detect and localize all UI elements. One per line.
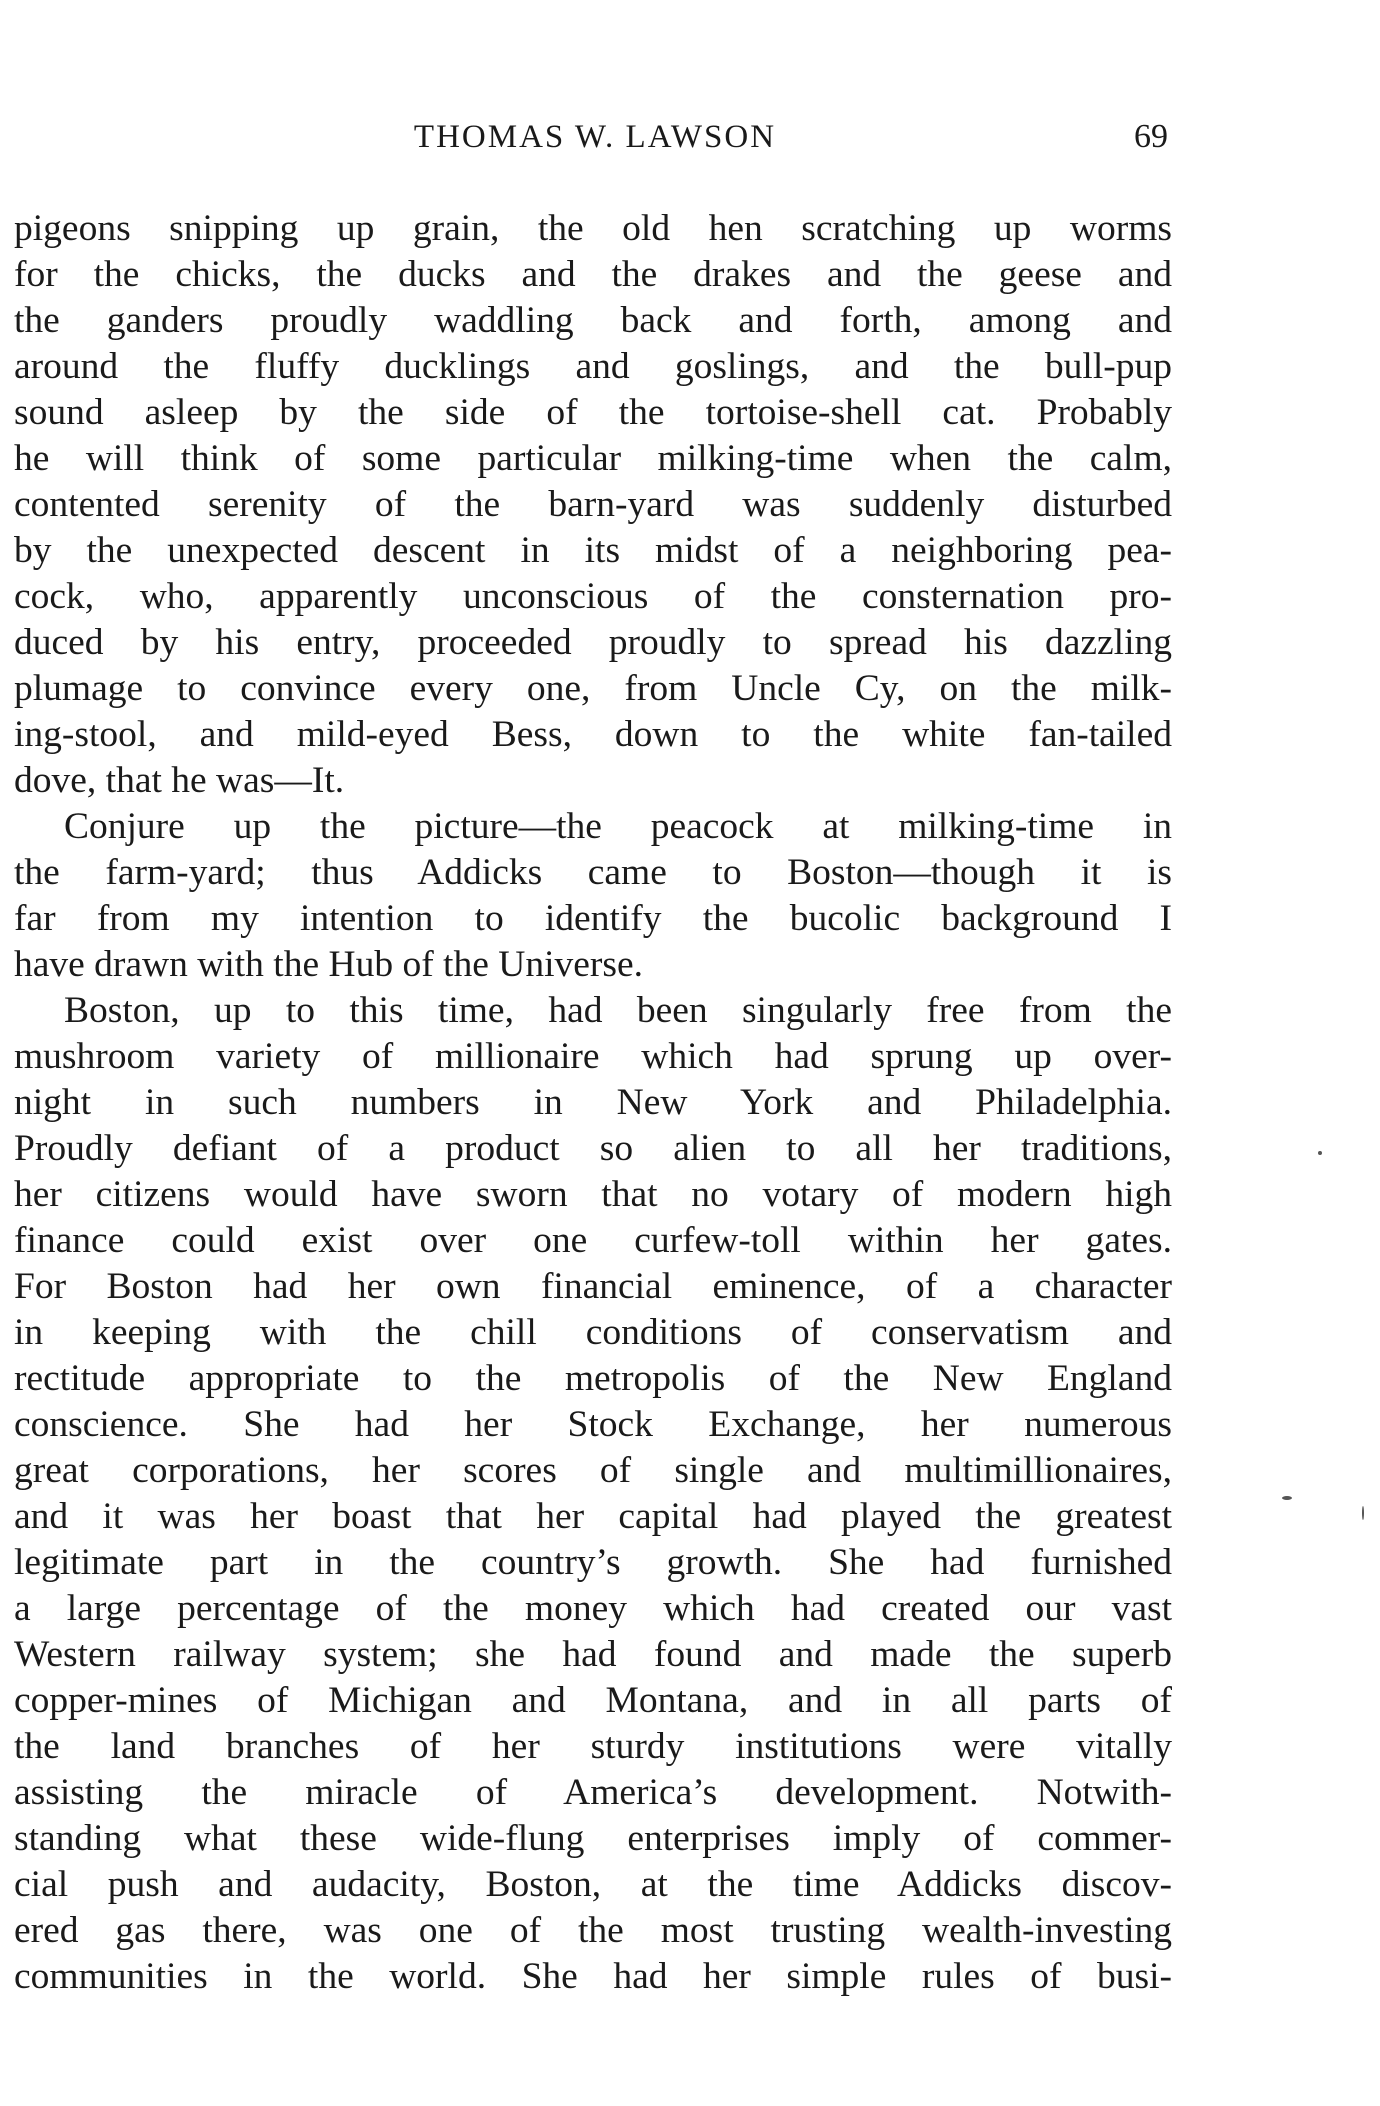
text-line: her citizens would have sworn that no votary of modern high xyxy=(14,1174,1172,1215)
text-line: dove, that he was—It. xyxy=(14,760,345,801)
text-line: in keeping with the chill conditions of conservatism and xyxy=(14,1312,1172,1353)
text-line: he will think of some particular milking-time when the calm, xyxy=(14,438,1172,479)
body-text xyxy=(14,206,1172,2000)
text-line: night in such numbers in New York and Philadelphia. xyxy=(14,1082,1172,1123)
text-line: pigeons snipping up grain, the old hen scratching up worms xyxy=(14,208,1172,249)
text-line: by the unexpected descent in its midst of a neighboring pea- xyxy=(14,530,1172,571)
text-line: Western railway system; she had found and made the superb xyxy=(14,1634,1172,1675)
text-line: contented serenity of the barn-yard was suddenly disturbed xyxy=(14,484,1172,525)
text-line: ered gas there, was one of the most trusting wealth-investing xyxy=(14,1910,1172,1951)
scan-speck xyxy=(1318,1151,1322,1155)
text-line: around the fluffy ducklings and goslings, and the bull-pup xyxy=(14,346,1172,387)
text-line: the ganders proudly waddling back and forth, among and xyxy=(14,300,1172,341)
text-line: plumage to convince every one, from Uncle Cy, on the milk- xyxy=(14,668,1172,709)
text-line: cial push and audacity, Boston, at the time Addicks discov- xyxy=(14,1864,1172,1905)
text-line: duced by his entry, proceeded proudly to spread his dazzling xyxy=(14,622,1172,663)
text-line: communities in the world. She had her simple rules of busi- xyxy=(14,1956,1172,1997)
text-line: For Boston had her own financial eminence, of a character xyxy=(14,1266,1172,1307)
text-line: finance could exist over one curfew-toll within her gates. xyxy=(14,1220,1172,1261)
scan-speck xyxy=(1362,1506,1364,1520)
text-line: standing what these wide-flung enterprises imply of commer- xyxy=(14,1818,1172,1859)
running-title: THOMAS W. LAWSON xyxy=(413,119,777,155)
text-line: assisting the miracle of America’s development. Notwith- xyxy=(14,1772,1172,1813)
text-line: cock, who, apparently unconscious of the consternation pro- xyxy=(14,576,1172,617)
text-line: Conjure up the picture—the peacock at milking-time in xyxy=(64,806,1172,847)
text-line: legitimate part in the country’s growth. She had furnished xyxy=(14,1542,1172,1583)
text-line: copper-mines of Michigan and Montana, and in all parts of xyxy=(14,1680,1172,1721)
text-line: great corporations, her scores of single and multimillionaires, xyxy=(14,1450,1172,1491)
text-line: Proudly defiant of a product so alien to all her traditions, xyxy=(14,1128,1172,1169)
text-line: the farm-yard; thus Addicks came to Boston—though it is xyxy=(14,852,1172,893)
text-line: have drawn with the Hub of the Universe. xyxy=(14,944,643,985)
text-line: sound asleep by the side of the tortoise-shell cat. Probably xyxy=(14,392,1172,433)
text-line: for the chicks, the ducks and the drakes and the geese and xyxy=(14,254,1172,295)
text-line: conscience. She had her Stock Exchange, her numerous xyxy=(14,1404,1172,1445)
scan-speck xyxy=(1282,1496,1292,1500)
text-line: the land branches of her sturdy institutions were vitally xyxy=(14,1726,1172,1767)
text-line: far from my intention to identify the bucolic background I xyxy=(14,898,1172,939)
text-line: and it was her boast that her capital had played the greatest xyxy=(14,1496,1172,1537)
text-line: mushroom variety of millionaire which had sprung up over- xyxy=(14,1036,1172,1077)
text-line: rectitude appropriate to the metropolis of the New England xyxy=(14,1358,1172,1399)
text-line: ing-stool, and mild-eyed Bess, down to the white fan-tailed xyxy=(14,714,1172,755)
text-line: Boston, up to this time, had been singularly free from the xyxy=(64,990,1172,1031)
running-head xyxy=(14,112,1176,162)
page-number: 69 xyxy=(1134,118,1168,155)
text-line: a large percentage of the money which had created our vast xyxy=(14,1588,1172,1629)
